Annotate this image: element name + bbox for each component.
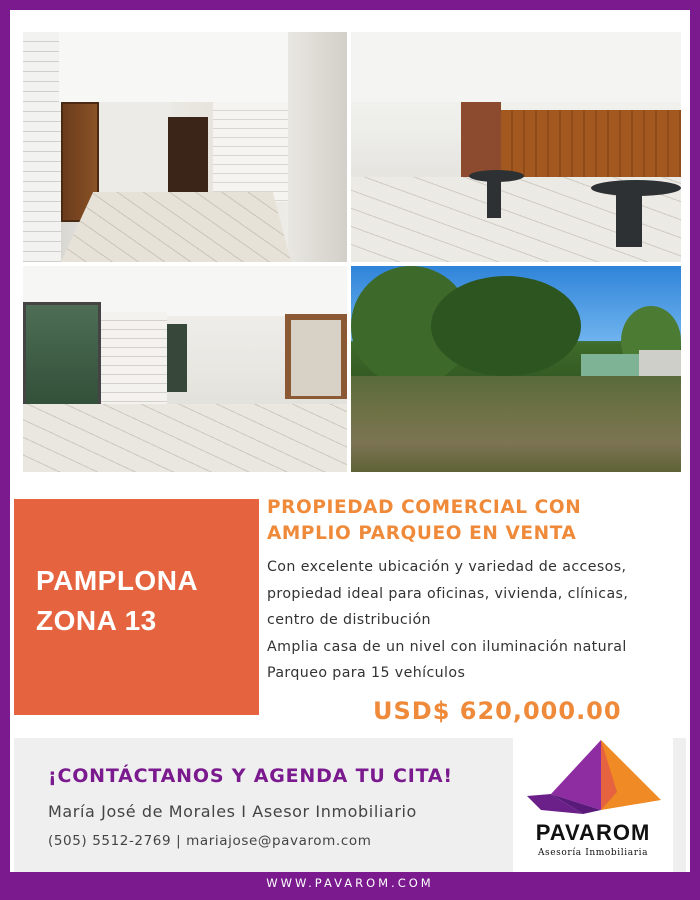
description-line: Amplia casa de un nivel con iluminación natural xyxy=(267,638,627,655)
property-description xyxy=(267,554,687,687)
location-title xyxy=(36,561,198,641)
agent-phone-email[interactable]: (505) 5512-2769 | mariajose@pavarom.com xyxy=(48,833,372,849)
website-url-link[interactable]: WWW.PAVAROM.COM xyxy=(266,876,434,890)
logo-wordmark: PAVAROM xyxy=(535,820,651,845)
headline-line-2: AMPLIO PARQUEO EN VENTA xyxy=(267,523,577,544)
description-line: propiedad ideal para oficinas, vivienda, clínicas, xyxy=(267,585,629,602)
pavarom-logo xyxy=(513,738,673,872)
contact-cta: ¡CONTÁCTANOS Y AGENDA TU CITA! xyxy=(48,765,453,787)
location-line-1: PAMPLONA xyxy=(36,565,199,596)
logo-tagline: Asesoría Inmobiliaria xyxy=(537,848,649,858)
interior-room-with-tables-photo xyxy=(351,32,681,262)
price-label: USD$ 620,000.00 xyxy=(373,697,622,725)
location-box xyxy=(14,499,259,715)
backyard-garden-photo xyxy=(351,266,681,472)
headline-line-1: PROPIEDAD COMERCIAL CON xyxy=(267,497,582,518)
interior-room-with-window-photo xyxy=(23,266,347,472)
logo-mark-icon xyxy=(513,738,673,818)
description-line: Parqueo para 15 vehículos xyxy=(267,665,466,681)
description-line: Con excelente ubicación y variedad de accesos, xyxy=(267,559,627,575)
interior-entrance-hallway-photo xyxy=(23,32,347,262)
property-headline xyxy=(267,495,687,547)
description-line: centro de distribución xyxy=(267,612,431,628)
location-line-2: ZONA 13 xyxy=(36,605,157,636)
agent-name: María José de Morales I Asesor Inmobiliario xyxy=(48,802,417,821)
